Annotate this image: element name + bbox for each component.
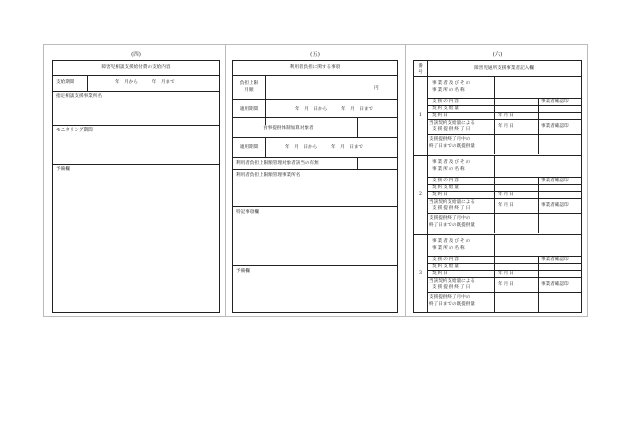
right-panel-title: 障害児通所支援事業者記入欄 — [474, 66, 534, 71]
entry-name-label-1: 事業者及びその — [432, 239, 472, 244]
no-label-1: 番 — [418, 64, 423, 69]
entry-name-label-1: 事業者及びその — [432, 160, 472, 165]
panel-divider — [225, 44, 226, 317]
entry-content-label: 支援の内容 — [432, 257, 460, 262]
entry-used-label-1: 支援提供終了月中の — [429, 137, 471, 142]
entry-remaining-label-2: 支援提供終了日 — [432, 206, 472, 211]
entry-remaining-label-2: 支援提供終了日 — [432, 285, 472, 290]
provider-label: 指定相談支援事業所名 — [56, 94, 102, 99]
entry-remaining-label-1: 当該契約支給量による — [429, 200, 475, 205]
cap-label-1: 負担上限 — [239, 81, 259, 86]
entry-name-label-2: 事業所の名称 — [432, 246, 466, 251]
entry-no: 3 — [419, 271, 422, 276]
middle-panel-header: (五) — [310, 52, 320, 58]
right-panel-header: (六) — [492, 52, 503, 58]
entry-name-label-1: 事業者及びその — [432, 81, 472, 86]
entry-date-label: 契約日 — [432, 271, 449, 276]
cap-period-label: 適用期間 — [239, 107, 259, 112]
entry-content-label: 支援の内容 — [432, 178, 460, 183]
left-panel-header: (四) — [131, 52, 141, 58]
entry-used-label-2: 終了日までの既提供量 — [429, 302, 475, 307]
panel-divider — [405, 44, 406, 317]
entry-block-3 — [414, 234, 581, 312]
entry-used-label-1: 支援提供終了月中の — [429, 295, 471, 300]
entry-remaining-label-1: 当該契約支給量による — [429, 279, 475, 284]
entry-used-label-2: 終了日までの既提供量 — [429, 144, 475, 149]
mgmt-provider-label: 利用者負担上限額管理事業所名 — [236, 173, 301, 178]
entry-no: 2 — [419, 192, 422, 197]
entry-contract-label: 契約支給量 — [432, 264, 460, 269]
entry-name-label-2: 事業所の名称 — [432, 88, 466, 93]
entry-date-value[interactable]: 年月日 — [498, 192, 515, 197]
entry-contract-label: 契約支給量 — [432, 106, 460, 111]
entry-name-label-2: 事業所の名称 — [432, 167, 466, 172]
left-panel-table — [52, 60, 220, 313]
cap-period-value[interactable]: 年 月 日から 年 月 日まで — [295, 107, 374, 112]
entry-no: 1 — [419, 113, 422, 118]
entry-remaining-label-2: 支援提供終了日 — [432, 127, 472, 132]
entry-date-value[interactable]: 年月日 — [498, 271, 515, 276]
entry-remaining-value[interactable]: 年月日 — [498, 203, 515, 208]
no-label-2: 号 — [418, 70, 423, 75]
entry-remaining-stamp: 事業者確認印 — [541, 124, 569, 129]
entry-remaining-label-1: 当該契約支給量による — [429, 121, 475, 126]
special-label: 特記事項欄 — [236, 210, 259, 215]
mgmt-eligible-label: 利用者負担上限額管理対象者該当の有無 — [236, 161, 319, 166]
meal-label: 食事提供体制加算対象者 — [263, 126, 314, 131]
entry-block-2 — [414, 155, 581, 234]
entry-remaining-stamp: 事業者確認印 — [541, 203, 569, 208]
right-panel-table — [413, 60, 582, 313]
entry-content-stamp: 事業者確認印 — [541, 257, 569, 262]
middle-panel-title: 利用者負担に関する事項 — [289, 65, 341, 70]
entry-content-stamp: 事業者確認印 — [541, 178, 569, 183]
cap-label-2: 月額 — [244, 88, 254, 93]
period-value[interactable]: 年 月から 年 月まで — [115, 80, 175, 85]
entry-used-label-1: 支援提供終了月中の — [429, 216, 471, 221]
entry-content-label: 支援の内容 — [432, 99, 460, 104]
entry-date-label: 契約日 — [432, 113, 449, 118]
meal-period-value[interactable]: 年 月 日から 年 月 日まで — [285, 145, 364, 150]
left-remarks-label: 予備欄 — [56, 167, 70, 172]
entry-block-1 — [414, 76, 581, 155]
period-label: 支給期間 — [56, 80, 75, 85]
entry-remaining-stamp: 事業者確認印 — [541, 282, 569, 287]
monitoring-label: モニタリング期間 — [56, 128, 93, 133]
entry-contract-label: 契約支給量 — [432, 185, 460, 190]
entry-remaining-value[interactable]: 年月日 — [498, 282, 515, 287]
meal-period-label: 適用期間 — [239, 145, 259, 150]
entry-date-value[interactable]: 年月日 — [498, 113, 515, 118]
entry-remaining-value[interactable]: 年月日 — [498, 124, 515, 129]
cap-unit: 円 — [374, 86, 379, 91]
middle-remarks-label: 予備欄 — [236, 269, 250, 274]
entry-used-label-2: 終了日までの既提供量 — [429, 223, 475, 228]
middle-panel-table — [232, 60, 398, 313]
entry-content-stamp: 事業者確認印 — [541, 99, 569, 104]
entry-date-label: 契約日 — [432, 192, 449, 197]
left-panel-title: 障害児相談支援給付費の支給内容 — [101, 65, 171, 70]
